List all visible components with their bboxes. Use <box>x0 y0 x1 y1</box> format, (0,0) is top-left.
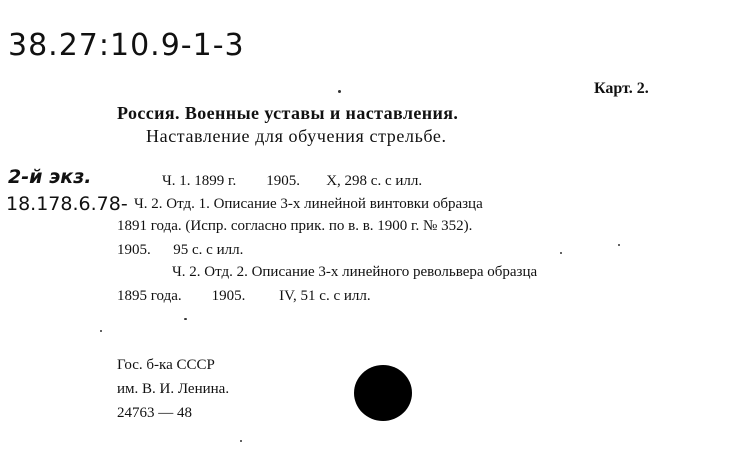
card-label: Карт. 2. <box>594 80 649 97</box>
speck <box>240 440 242 442</box>
punch-hole <box>354 365 412 421</box>
library-stamp-line-2: им. В. И. Ленина. <box>117 381 230 397</box>
speck <box>338 90 341 93</box>
speck <box>184 318 187 320</box>
heading-line-1: Россия. Военные уставы и наставления. <box>117 103 459 123</box>
entry-line-2: Ч. 2. Отд. 1. Описание 3-х линейной винтовки образца <box>134 196 483 212</box>
entry-line-4: 1905. 95 с. с илл. <box>117 242 244 258</box>
library-stamp-line-3: 24763 — 48 <box>117 405 192 421</box>
heading-line-2: Наставление для обучения стрельбе. <box>146 126 447 146</box>
library-stamp-line-1: Гос. б-ка СССР <box>117 357 215 373</box>
entry-line-3: 1891 года. (Испр. согласно прик. по в. в. 1900 г. № 352). <box>117 218 473 234</box>
handwritten-edition: 2-й экз. <box>8 166 92 188</box>
call-number: 38.27:10.9-1-3 <box>8 28 245 63</box>
handwritten-shelfmark: 18.178.6.78- <box>6 193 128 215</box>
speck <box>560 252 562 254</box>
entry-line-6: 1895 года. 1905. IV, 51 с. с илл. <box>117 288 371 304</box>
entry-line-5: Ч. 2. Отд. 2. Описание 3-х линейного револьвера образца <box>172 264 538 280</box>
speck <box>100 330 102 332</box>
entry-line-1: Ч. 1. 1899 г. 1905. X, 298 с. с илл. <box>162 173 423 189</box>
speck <box>618 244 620 246</box>
